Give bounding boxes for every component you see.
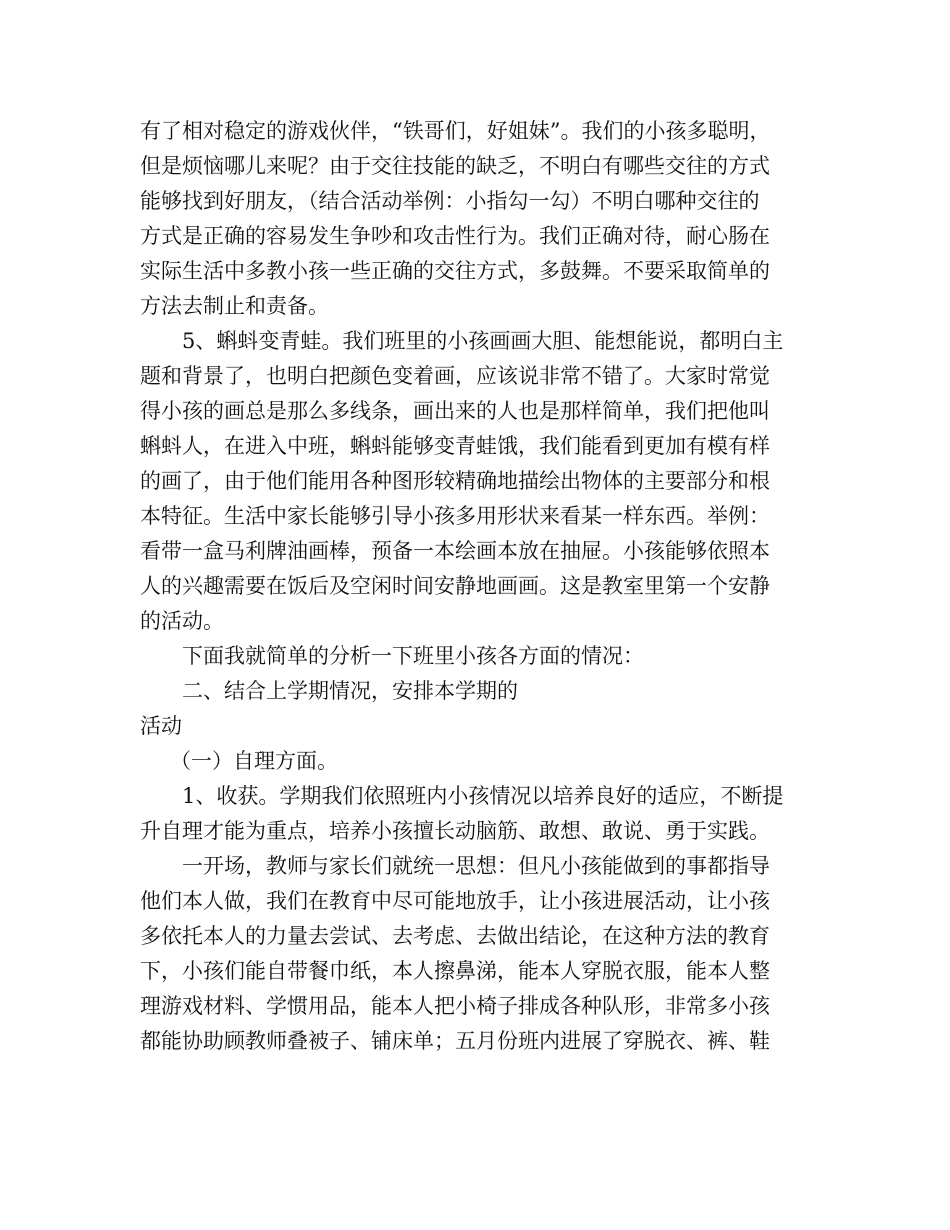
text-line: 多依托本人的力量去尝试、去考虑、去做出结论，在这种方法的教育 bbox=[140, 924, 770, 948]
text-line: 1、收获。学期我们依照班内小孩情况以培养良好的适应，不断提 bbox=[182, 784, 784, 808]
text-line: 题和背景了，也明白把颜色变着画，应该说非常不错了。大家时常觉 bbox=[140, 364, 770, 388]
text-line: 方法去制止和责备。 bbox=[140, 294, 329, 318]
text-line: 下，小孩们能自带餐巾纸，本人擦鼻涕，能本人穿脱衣服，能本人整 bbox=[140, 959, 770, 983]
text-line: 实际生活中多教小孩一些正确的交往方式，多鼓舞。不要采取简单的 bbox=[140, 259, 770, 283]
text-line: 的画了，由于他们能用各种图形较精确地描绘出物体的主要部分和根 bbox=[140, 469, 770, 493]
text-line: （一）自理方面。 bbox=[170, 749, 338, 773]
text-line: 得小孩的画总是那么多线条，画出来的人也是那样简单，我们把他叫 bbox=[140, 399, 770, 423]
text-line: 一开场，教师与家长们就统一思想：但凡小孩能做到的事都指导 bbox=[182, 854, 770, 878]
text-line: 活动 bbox=[140, 714, 182, 738]
text-line: 5、蝌蚪变青蛙。我们班里的小孩画画大胆、能想能说，都明白主 bbox=[182, 329, 784, 353]
text-line: 升自理才能为重点，培养小孩擅长动脑筋、敢想、敢说、勇于实践。 bbox=[140, 819, 770, 843]
text-line: 有了相对稳定的游戏伙伴，“铁哥们，好姐妹”。我们的小孩多聪明， bbox=[140, 119, 771, 143]
text-line: 下面我就简单的分析一下班里小孩各方面的情况： bbox=[182, 644, 644, 668]
text-line: 本特征。生活中家长能够引导小孩多用形状来看某一样东西。举例： bbox=[140, 504, 770, 528]
text-line: 蝌蚪人，在进入中班，蝌蚪能够变青蛙饿，我们能看到更加有模有样 bbox=[140, 434, 770, 458]
document-body bbox=[140, 114, 820, 1059]
text-line: 二、结合上学期情况，安排本学期的 bbox=[182, 679, 518, 703]
text-line: 方式是正确的容易发生争吵和攻击性行为。我们正确对待，耐心肠在 bbox=[140, 224, 770, 248]
text-line: 看带一盒马利牌油画棒，预备一本绘画本放在抽屉。小孩能够依照本 bbox=[140, 539, 770, 563]
text-line: 的活动。 bbox=[140, 609, 224, 633]
text-line: 人的兴趣需要在饭后及空闲时间安静地画画。这是教室里第一个安静 bbox=[140, 574, 770, 598]
text-line: 他们本人做，我们在教育中尽可能地放手，让小孩进展活动，让小孩 bbox=[140, 889, 770, 913]
text-line: 能够找到好朋友，（结合活动举例：小指勾一勾）不明白哪种交往的 bbox=[140, 189, 760, 213]
text-line: 都能协助顾教师叠被子、铺床单；五月份班内进展了穿脱衣、裤、鞋 bbox=[140, 1029, 770, 1053]
text-line: 但是烦恼哪儿来呢？由于交往技能的缺乏，不明白有哪些交往的方式 bbox=[140, 154, 770, 178]
text-line: 理游戏材料、学惯用品，能本人把小椅子排成各种队形，非常多小孩 bbox=[140, 994, 770, 1018]
